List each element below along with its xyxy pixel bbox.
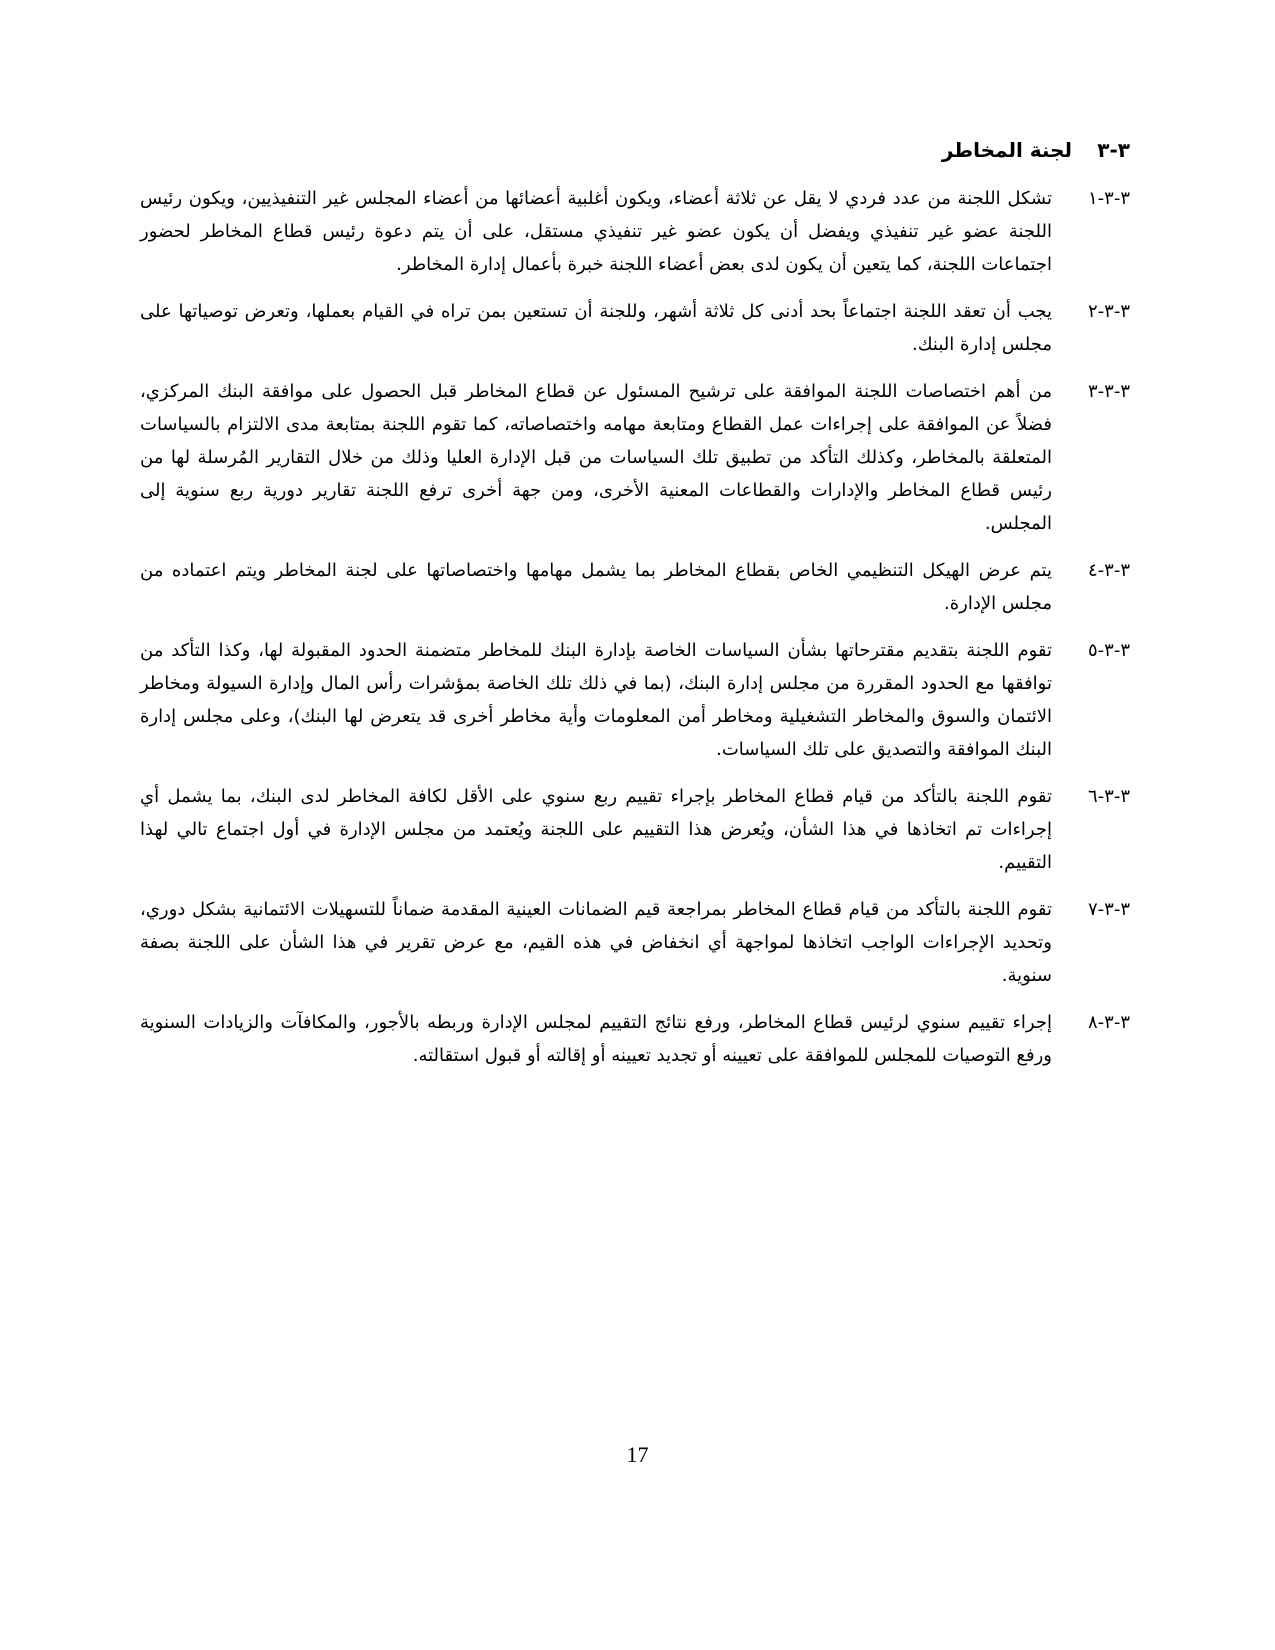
section-number: ٣-٣	[1097, 138, 1130, 162]
clause-text: إجراء تقييم سنوي لرئيس قطاع المخاطر، ورفع نتائج التقييم لمجلس الإدارة وربطه بالأجور، والمكافآت والزيادات السنوية ورفع التوصيات للمجلس للموافقة على تعيينه أو تجديد تعيينه أو إقالته أو قبول استقالته.	[140, 1012, 1052, 1066]
clause-number: ٣-٣-١	[1087, 188, 1130, 209]
clause-item	[140, 780, 1130, 879]
clause-number: ٣-٣-٦	[1087, 786, 1130, 807]
clause-text: تقوم اللجنة بالتأكد من قيام قطاع المخاطر بإجراء تقييم ربع سنوي على الأقل لكافة المخاطر لدى البنك، بما يشمل أي إجراءات تم اتخاذها في هذا الشأن، ويُعرض هذا التقييم على اللجنة ويُعتمد من مجلس الإدارة في أول اجتماع تالي لهذا التقييم.	[140, 786, 1052, 873]
clause-text: يجب أن تعقد اللجنة اجتماعاً بحد أدنى كل ثلاثة أشهر، وللجنة أن تستعين بمن تراه في القيام بعملها، وتعرض توصياتها على مجلس إدارة البنك.	[140, 301, 1052, 355]
clause-item	[140, 375, 1130, 540]
clause-item	[140, 554, 1130, 620]
clause-item	[140, 1006, 1130, 1072]
clause-text: يتم عرض الهيكل التنظيمي الخاص بقطاع المخاطر بما يشمل مهامها واختصاصاتها على لجنة المخاطر ويتم اعتماده من مجلس الإدارة.	[140, 560, 1052, 614]
clause-number: ٣-٣-٧	[1087, 899, 1130, 920]
clause-item	[140, 182, 1130, 281]
clause-text: تقوم اللجنة بالتأكد من قيام قطاع المخاطر بمراجعة قيم الضمانات العينية المقدمة ضماناً للتسهيلات الائتمانية بشكل دوري، وتحديد الإجراءات الواجب اتخاذها لمواجهة أي انخفاض في هذه القيم، مع عرض تقرير في هذا الشأن على اللجنة بصفة سنوية.	[140, 899, 1052, 986]
clause-text: تشكل اللجنة من عدد فردي لا يقل عن ثلاثة أعضاء، ويكون أغلبية أعضائها من أعضاء المجلس غير التنفيذيين، ويكون رئيس اللجنة عضو غير تنفيذي ويفضل أن يكون عضو غير تنفيذي مستقل، على أن يتم دعوة رئيس قطاع المخاطر لحضور اجتماعات اللجنة، كما يتعين أن يكون لدى بعض أعضاء اللجنة خبرة بأعمال إدارة المخاطر.	[140, 188, 1052, 275]
clause-text: من أهم اختصاصات اللجنة الموافقة على ترشيح المسئول عن قطاع المخاطر قبل الحصول على موافقة البنك المركزي، فضلاً عن الموافقة على إجراءات عمل القطاع ومتابعة مهامه واختصاصاته، كما تقوم اللجنة بمتابعة مدى الالتزام بالسياسات المتعلقة بالمخاطر، وكذلك التأكد من تطبيق تلك السياسات من قبل الإدارة العليا وذلك من خلال التقارير المُرسلة لها من رئيس قطاع المخاطر والإدارات والقطاعات المعنية الأخرى، ومن جهة أخرى ترفع اللجنة تقارير دورية ربع سنوية إلى المجلس.	[140, 381, 1052, 534]
document-content	[140, 138, 1130, 1086]
clause-number: ٣-٣-٣	[1087, 381, 1130, 402]
section-title: لجنة المخاطر	[941, 138, 1072, 162]
clause-item	[140, 893, 1130, 992]
page-number: 17	[626, 1442, 649, 1467]
section-heading	[140, 138, 1130, 178]
clause-number: ٣-٣-٥	[1087, 640, 1130, 661]
clause-item	[140, 295, 1130, 361]
clause-number: ٣-٣-٤	[1087, 560, 1130, 581]
clause-item	[140, 634, 1130, 766]
clause-text: تقوم اللجنة بتقديم مقترحاتها بشأن السياسات الخاصة بإدارة البنك للمخاطر متضمنة الحدود المقبولة لها، وكذا التأكد من توافقها مع الحدود المقررة من مجلس إدارة البنك، (بما في ذلك تلك الخاصة بمؤشرات رأس المال وإدارة السيولة ومخاطر الائتمان والسوق والمخاطر التشغيلية ومخاطر أمن المعلومات وأية مخاطر أخرى قد يتعرض لها البنك)، وعلى مجلس إدارة البنك الموافقة والتصديق على تلك السياسات.	[140, 640, 1052, 760]
clause-number: ٣-٣-٢	[1087, 301, 1130, 322]
clause-number: ٣-٣-٨	[1087, 1012, 1130, 1033]
